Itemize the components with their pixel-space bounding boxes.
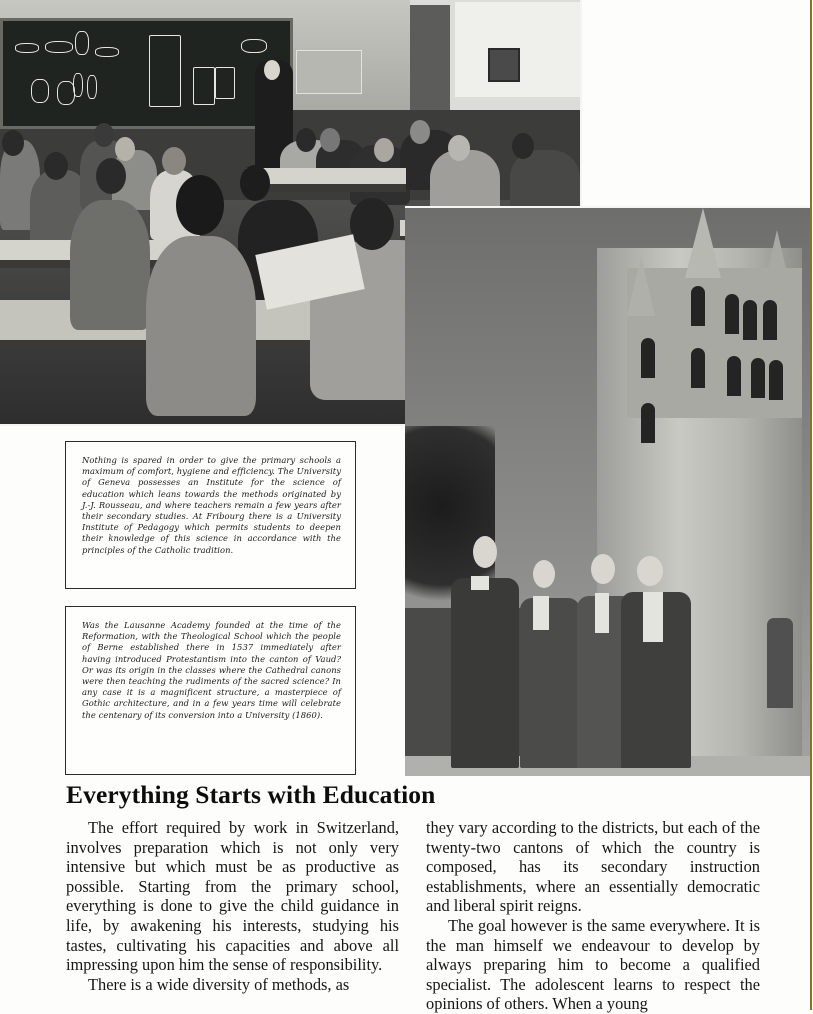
wall-poster — [296, 50, 362, 94]
paragraph: The effort required by work in Switzerland, involves preparation which is not only very intensive but which must be as productive as possible. Starting from the primary school, everything is done to give the child guidance in life, by awakening his interests, studying his tastes, cultivating his capacities and above all impressing upon him the sense of responsibility. — [66, 818, 399, 975]
caption-text: Nothing is spared in order to give the primary schools a maximum of comfort, hygiene and efficiency. The University of Geneva possesses an Institute for the science of education which leans towards the methods originated by J.-J. Rousseau, and where teachers remain a few years after their secondary studies. At Fribourg there is a University Institute of Pedagogy which permits students to deepen their knowledge of this science in accordance with the principles of the Catholic tradition. — [82, 455, 341, 555]
teacher-head — [264, 60, 280, 80]
student-figure — [520, 598, 580, 768]
student-figure — [451, 578, 519, 768]
caption-box-cathedral — [65, 606, 356, 775]
caption-text: Was the Lausanne Academy founded at the time of the Reformation, with the Theological School which the people of Berne established there in 1537 immediately after having introduced Protestantism into the canton of Vaud? Or was its origin in the classes where the Cathedral canons were then teaching the rudiments of the sacred science? In any case it is a magnificent structure, a masterpiece of Gothic architecture, and in a few years time will celebrate the centenary of its conversion into a University (1860). — [82, 620, 341, 720]
article-headline: Everything Starts with Education — [66, 780, 436, 809]
wall-picture — [488, 48, 520, 82]
paragraph: There is a wide diversity of methods, as — [88, 974, 350, 994]
blackboard — [0, 18, 293, 129]
page-edge-line — [810, 0, 812, 1010]
cathedral-photo — [405, 206, 810, 776]
caption-box-classroom — [65, 441, 356, 589]
article-column-left — [66, 818, 399, 994]
paragraph: they vary according to the districts, but each of the twenty-two cantons of which the country is composed, has its secondary instruction establishments, where an essentially democratic and liberal spirit reigns. — [426, 818, 760, 916]
paragraph: The goal however is the same everywhere. It is the man himself we endeavour to develop by always preparing him to become a qualified specialist. The adolescent learns to respect the opinions of others. When a young — [426, 915, 760, 1014]
article-column-right — [426, 818, 760, 1014]
